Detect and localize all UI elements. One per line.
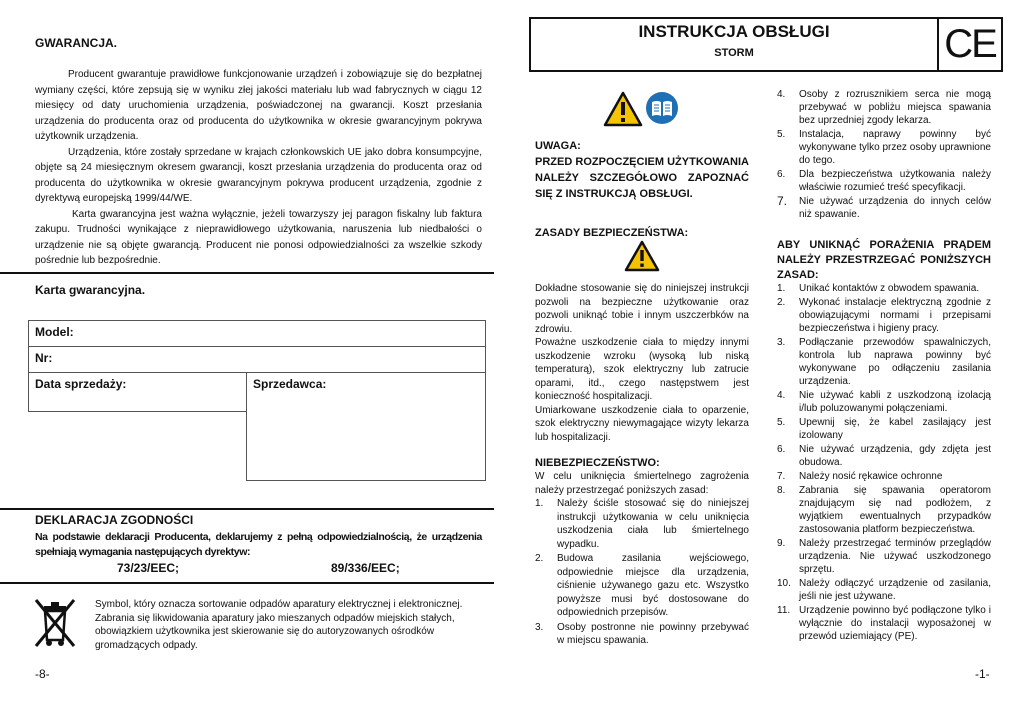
warranty-title: GWARANCJA. [35, 36, 118, 50]
list-item: 1. Unikać kontaktów z obwodem spawania. [777, 283, 980, 294]
list-item: 10. Należy odłączyć urządzenie od zasilania, jeśli nie jest używane. [777, 578, 991, 602]
list-item: 7. Należy nosić rękawice ochronne [777, 471, 943, 482]
list-item: 3. Osoby postronne nie powinny przebywać w miejscu spawania. [535, 621, 749, 646]
divider [0, 272, 494, 274]
list-item: 2. Budowa zasilania wejściowego, odpowiednie miejsce dla urządzenia, ciśnienie używanego gazu etc. Wszystko powyższe musi być dostosowane do odpowiednich przepisów. [535, 553, 749, 618]
page-number-right: -1- [975, 667, 990, 681]
list-item: 4. Nie używać kabli z uszkodzoną izolacją i/lub poluzowanymi połączeniami. [777, 390, 991, 414]
list-item: 6. Nie używać urządzenia, gdy zdjęta jest obudowa. [777, 444, 991, 468]
manual-title: INSTRUKCJA OBSŁUGI [638, 22, 830, 41]
list-item: 7. Nie używać urządzenia do innych celów niż spawanie. [777, 194, 991, 220]
warning-text: PRZED ROZPOCZĘCIEM UŻYTKOWANIA NALEŻY SZCZEGÓŁOWO ZAPOZNAĆ SIĘ Z INSTRUKCJĄ OBSŁUGI. [535, 156, 749, 200]
model-field[interactable]: Model: [29, 321, 486, 347]
weee-bin-icon [30, 596, 80, 648]
directive-89-336: 89/336/EEC; [331, 561, 400, 575]
warranty-card [28, 320, 486, 481]
sale-date-field[interactable]: Data sprzedaży: [29, 373, 247, 412]
list-item: 2. Wykonać instalacje elektryczną zgodnie z obowiązującymi normami i przepisami bezpieczeństwa i higieny pracy. [777, 297, 991, 334]
electric-shock-title: ABY UNIKNĄĆ PORAŻENIA PRĄDEM NALEŻY PRZESTRZEGAĆ PONIŻSZYCH ZASAD: [777, 239, 991, 281]
warning-triangle-icon [603, 91, 643, 127]
warranty-paragraph-3: Karta gwarancyjna jest ważna wyłącznie, jeżeli towarzyszy jej paragon fiskalny lub faktura zakupu. Trudności wynikające z nieprawidłowego użytkowania, naruszenia lub niedbałości o urządzenie nie są objęte gwarancją. Producent nie ponosi odpowiedzialności za wszelkie szkody pośrednie lub bezpośrednie. [35, 208, 482, 266]
manual-header-box [529, 17, 939, 72]
card-empty-cell [29, 412, 247, 481]
page-number-left: -8- [35, 667, 50, 681]
divider [0, 508, 494, 510]
nr-field[interactable]: Nr: [29, 347, 486, 373]
list-item: 3. Podłączanie przewodów spawalniczych, kontrola lub naprawa powinny być wykonywane po odłączeniu zasilania urządzenia. [777, 337, 991, 387]
danger-list [535, 497, 749, 648]
safety-text [535, 282, 749, 444]
ce-mark-box [937, 17, 1003, 72]
declaration-text: Na podstawie deklaracji Producenta, deklarujemy z pełną odpowiedzialnością, że urządzenia spełniają wymagania następujących dyrektyw: [35, 531, 482, 558]
model-name: STORM [714, 47, 754, 59]
card-title: Karta gwarancyjna. [35, 283, 146, 297]
list-item: 1. Należy ściśle stosować się do niniejszej instrukcji użytkowania w celu uniknięcia uszkodzenia ciała lub śmiertelnego wypadku. [535, 498, 749, 550]
danger-title: NIEBEZPIECZEŃSTWO: [535, 457, 660, 469]
safety-title: ZASADY BEZPIECZEŃSTWA: [535, 227, 689, 239]
list-item: 5. Upewnij się, że kabel zasilający jest izolowany [777, 417, 991, 441]
list-item: 5. Instalacja, naprawy powinny być wykonywane tylko przez osoby uprawnione do tego. [777, 129, 991, 166]
directive-73-23: 73/23/EEC; [117, 561, 180, 575]
safety-paragraph-2: Poważne uszkodzenie ciała to między innymi uszkodzenie wzroku (wysoką lub niską temperaturą), szok elektryczny lub zatrucie oparami, itd., czego następstwem jest konieczność hospitalizacji. [535, 337, 749, 402]
warranty-paragraph-2: Urządzenia, które zostały sprzedane w krajach członkowskich UE jako dobra konsumpcyjne, objęte są 24 miesięcznym okresem gwarancji, koszt przesłania urządzenia do producenta oraz od producenta do użytkownika w okresie gwarancyjnym pokrywa producent urządzenia, zgodnie z dyrektywą europejską 1999/44/WE. [35, 146, 482, 204]
safety-paragraph-1: Dokładne stosowanie się do niniejszej instrukcji pozwoli na bezpieczne użytkowanie oraz pozwoli uniknąć tobie i innym uszczerbków na zdrowiu. [535, 283, 749, 335]
list-item: 6. Dla bezpieczeństwa użytkowania należy właściwie rozumieć treść specyfikacji. [777, 169, 991, 193]
weee-text: Symbol, który oznacza sortowanie odpadów aparatury elektrycznej i elektronicznej. Zabrania się likwidowania aparatury jako mieszanych odpadów miejskich stałych, obowiązkiem użytkownika jest skierowanie się do autoryzowanych ośrodków gromadzących odpady. [95, 599, 463, 651]
list-item: 9. Należy przestrzegać terminów przeglądów urządzenia. Nie używać uszkodzonego sprzętu. [777, 538, 991, 575]
general-safety-list [777, 88, 991, 221]
seller-field[interactable]: Sprzedawca: [247, 373, 486, 481]
warranty-text [35, 67, 482, 269]
divider [0, 582, 494, 584]
ce-mark-icon: CE [944, 22, 996, 66]
warning-label: UWAGA: [535, 140, 581, 152]
list-item: 8. Zabrania się spawania operatorom znajdującym się nad podłożem, z wyjątkiem ewentualnych przypadków zastosowania platform bezpieczeństwa. [777, 485, 991, 535]
list-item: 11. Urządzenie powinno być podłączone tylko i wyłącznie do instalacji wyposażonej w przewód uziemiający (PE). [777, 605, 991, 642]
declaration-title: DEKLARACJA ZGODNOŚCI [35, 513, 194, 527]
warning-triangle-icon [624, 240, 660, 272]
danger-intro: W celu uniknięcia śmiertelnego zagrożenia należy przestrzegać poniższych zasad: [535, 471, 749, 496]
list-item: 4. Osoby z rozrusznikiem serca nie mogą przebywać w pobliżu miejsca spawania bez uprzedniej zgody lekarza. [777, 89, 991, 126]
electric-shock-list [777, 282, 991, 643]
read-manual-book-icon [645, 91, 679, 125]
warranty-paragraph-1: Producent gwarantuje prawidłowe funkcjonowanie urządzeń i zobowiązuje się do bezpłatnej wymiany części, które zepsują się w wyniku złej jakości materiału lub wad fabrycznych w ciągu 12 miesięcy od daty uruchomienia urządzenia, poświadczonej na gwarancji. Koszt przesłania urządzenia do producenta oraz od producenta do użytkownika w okresie gwarancyjnym pokrywa użytkownik urządzenia. [35, 69, 482, 142]
safety-paragraph-3: Umiarkowane uszkodzenie ciała to oparzenie, szok elektryczny niewymagające wizyty lekarza lub hospitalizacji. [535, 404, 749, 443]
